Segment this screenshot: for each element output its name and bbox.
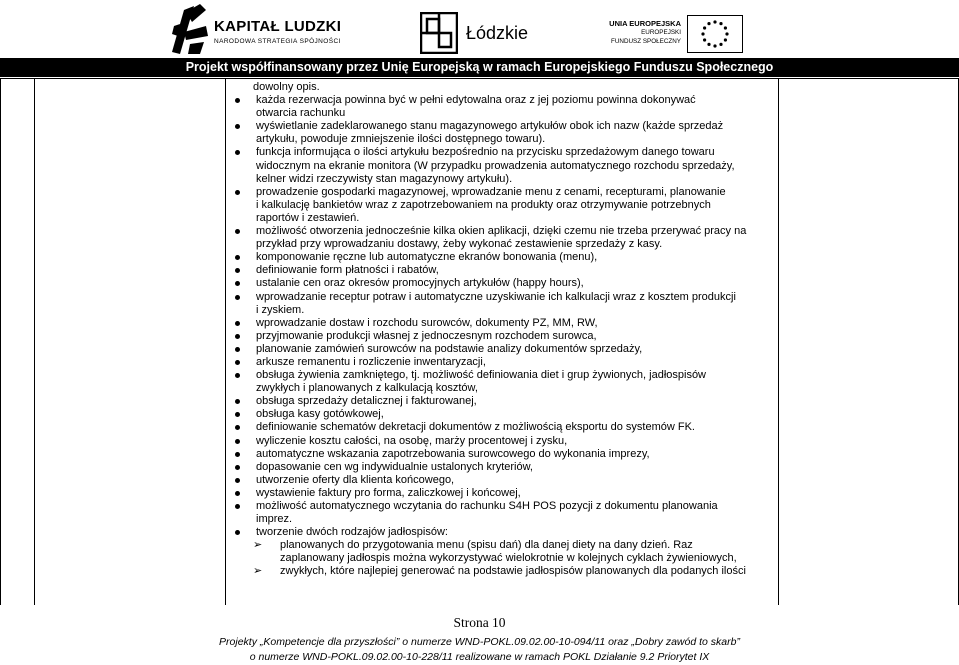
list-item [234,291,774,317]
list-item [234,317,774,330]
list-item-text: widocznym na ekranie monitora (W przypadku prowadzenia automatycznego rozchodu sprzedaży, [256,159,735,172]
arrow-bullet-icon: ➢ [253,565,263,578]
list-item-text: zwykłych i planowanych z kalkulacją kosztów, [256,382,478,395]
list-item [234,343,774,356]
list-item [234,94,774,120]
lodzkie-emblem-icon [420,12,458,54]
list-item-text: arkusze remanentu i rozliczenie inwentaryzacji, [256,355,486,368]
arrow-bullet-icon: ➢ [253,539,263,552]
list-item-text: obsługa żywienia zamkniętego, tj. możliwość definiowania diet i grup żywionych, jadłospisów [256,369,707,382]
list-item [234,461,774,474]
list-item-text: funkcja informująca o ilości artykułu bezpośrednio na przycisku sprzedażowym danego towaru [256,146,715,159]
list-item-text: wyliczenie kosztu całości, na osobę, marży procentowej i zysku, [256,434,568,447]
list-item [234,395,774,408]
list-item-text: definiowanie form płatności i rabatów, [256,264,439,277]
list-item [234,251,774,264]
list-item [234,277,774,290]
bullet-icon [235,150,240,155]
bullet-icon [235,321,240,326]
continuation-text: dowolny opis. [253,81,320,93]
list-item-text: raportów i zestawień. [256,211,360,224]
sub-list-item-text: planowanych do przygotowania menu (spisu dań) dla danej diety na dany dzień. Raz [280,539,693,552]
list-item-text: przyjmowanie produkcji własnej z jednoczesnym rozchodem surowca, [256,329,597,342]
eu-flag-icon [687,15,743,53]
bullet-icon [235,491,240,496]
list-item [234,474,774,487]
list-item [234,120,774,146]
kapital-ludzki-title: KAPITAŁ LUDZKI [214,18,342,35]
kapital-ludzki-logo [170,2,345,57]
list-item [234,225,774,251]
list-item-text: definiowanie schematów dekretacji dokumentów z możliwością eksportu do systemów FK. [256,421,695,434]
bullet-icon [235,465,240,470]
bullet-icon [235,255,240,260]
list-item-text: automatyczne wskazania zapotrzebowania surowcowego do wykonania imprezy, [256,447,650,460]
kapital-ludzki-subtitle: NARODOWA STRATEGIA SPÓJNOŚCI [214,38,341,45]
list-item [234,421,774,434]
eu-logo [603,15,743,60]
list-item [234,448,774,461]
page-header [0,0,959,78]
bullet-icon [235,360,240,365]
bullet-icon [235,452,240,457]
table-column-divider [34,78,35,605]
list-item-text: obsługa sprzedaży detalicznej i fakturowanej, [256,395,477,408]
list-item-text: ustalanie cen oraz okresów promocyjnych artykułów (happy hours), [256,277,584,290]
feature-list [234,94,774,578]
footer-project-line-1: Projekty „Kompetencje dla przyszłości” o numerze WND-POKL.09.02.00-10-094/11 oraz „Dobry zawód to skarb” [219,636,740,648]
sub-list-item-text: zwykłych, które najlepiej generować na podstawie jadłospisów planowanych dla podanych ilości [280,565,746,578]
list-item-text: otwarcia rachunku [256,107,346,120]
list-item-text: każda rezerwacja powinna być w pełni edytowalna oraz z jej poziomu powinna dokonywać [256,94,696,107]
lodzkie-logo [420,12,550,57]
list-item-text: wprowadzanie receptur potraw i automatyczne uzyskiwanie ich kalkulacji wraz z kosztem produkcji [256,290,736,303]
list-item [234,264,774,277]
bullet-icon [235,504,240,509]
list-item-text: tworzenie dwóch rodzajów jadłospisów: [256,526,448,539]
bullet-icon [235,412,240,417]
eu-line-1: UNIA EUROPEJSKA [609,19,681,28]
list-item [234,408,774,421]
bullet-icon [235,281,240,286]
bullet-icon [235,334,240,339]
list-item-text: artykułu, powoduje zmniejszenie ilości dostępnego towaru). [256,133,546,146]
kapital-ludzki-emblem-icon [170,2,210,56]
bullet-icon [235,439,240,444]
eu-text [603,19,681,46]
bullet-icon [235,98,240,103]
list-item-text: kelner widzi rzeczywisty stan magazynowy artykułu). [256,172,513,185]
list-item [234,526,774,539]
sub-list-item-text: zaplanowany jadłospis można wykorzystywać wielokrotnie w kolejnych cyklach żywieniowych, [280,552,737,565]
list-item-text: utworzenie oferty dla klienta końcowego, [256,473,455,486]
list-item-text: dopasowanie cen wg indywidualnie ustalonych kryteriów, [256,460,533,473]
feature-list-cell [234,81,774,579]
list-item [234,186,774,225]
bullet-icon [235,347,240,352]
bullet-icon [235,268,240,273]
list-item-text: wystawienie faktury pro forma, zaliczkowej i końcowej, [256,486,521,499]
table-column-divider [778,78,779,605]
bullet-icon [235,425,240,430]
sub-list-item [234,539,774,565]
page-number: Strona 10 [453,615,506,630]
bullet-icon [235,478,240,483]
bullet-icon [235,295,240,300]
eu-line-2: EUROPEJSKI [641,29,681,36]
list-item [234,487,774,500]
list-item [234,369,774,395]
list-item [234,500,774,526]
bullet-icon [235,373,240,378]
list-item-text: przykład przy wprowadzaniu dostawy, żeby wykonać zestawienie sprzedaży z kasy. [256,238,663,251]
list-item [234,356,774,369]
list-item-text: możliwość otworzenia jednocześnie kilka okien aplikacji, dzięki czemu nie trzeba przerywać pracy na [256,225,747,238]
list-item [234,435,774,448]
list-item-text: imprez. [256,513,293,526]
eu-line-3: FUNDUSZ SPOŁECZNY [611,38,681,45]
table-top-border [0,78,959,79]
list-item [234,146,774,185]
bullet-icon [235,399,240,404]
table-border-left [0,78,1,605]
lodzkie-title: Łódzkie [466,23,529,43]
footer-project-line-2: o numerze WND-POKL.09.02.00-10-228/11 realizowane w ramach POKL Działanie 9.2 Priorytet IX [249,651,710,663]
list-item-text: obsługa kasy gotówkowej, [256,408,384,421]
list-item-text: i zyskiem. [256,303,305,316]
list-item-text: prowadzenie gospodarki magazynowej, wprowadzanie menu z cenami, recepturami, planowanie [256,185,726,198]
table-column-divider [225,78,226,605]
list-item [234,330,774,343]
sub-list-item [234,565,774,578]
list-item-text: wyświetlanie zadeklarowanego stanu magazynowego artykułów obok ich nazw (każde sprzedaż [256,120,724,133]
cofinancing-banner: Projekt współfinansowany przez Unię Europejską w ramach Europejskiego Funduszu Społecznego [0,58,959,77]
list-item-text: komponowanie ręczne lub automatyczne ekranów bonowania (menu), [256,251,598,264]
bullet-icon [235,124,240,129]
bullet-icon [235,190,240,195]
list-item-text: planowanie zamówień surowców na podstawie analizy dokumentów sprzedaży, [256,342,643,355]
list-item-text: i kalkulację bankietów wraz z zapotrzebowaniem na produkty oraz otrzymywanie potrzebnych [256,198,711,211]
bullet-icon [235,530,240,535]
list-item-text: wprowadzanie dostaw i rozchodu surowców, dokumenty PZ, MM, RW, [256,316,598,329]
bullet-icon [235,229,240,234]
list-item-text: możliwość automatycznego wczytania do rachunku S4H POS pozycji z dokumentu planowania [256,500,718,512]
